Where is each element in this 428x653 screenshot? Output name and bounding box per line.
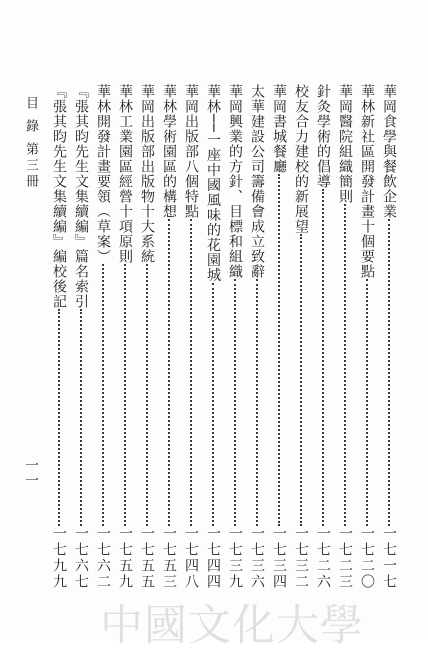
dot-leader [146,264,148,526]
entry-page: 一七三四 [271,526,287,590]
toc-entry [316,84,330,590]
entry-title: 華岡醫院組織簡則 [337,84,353,204]
entry-title: 華岡興業的方針、目標和組織 [227,84,243,279]
page-number: 一一 [23,458,39,488]
toc-entry [228,84,242,590]
toc-entry [272,84,286,590]
dot-leader [190,219,192,526]
toc-entry [74,84,88,590]
dot-leader [102,264,104,526]
dot-leader [344,204,346,526]
entry-page: 一七三九 [227,526,243,590]
toc-entry [140,84,154,590]
dot-leader [256,279,258,526]
entry-page: 一七五九 [117,526,133,590]
toc-entry [162,84,176,590]
entry-title: 華林──一座中國風味的花園城 [205,84,221,283]
toc-entry [52,84,66,590]
entry-page: 一七三六 [249,526,265,590]
dot-leader [80,309,82,526]
toc-entry [250,84,264,590]
entry-title: 華岡食學與餐飲企業 [381,84,397,219]
entry-title: 華林工業園區經營十項原則 [117,84,133,264]
entry-page: 一七一七 [381,526,397,590]
entry-page: 一七二三 [337,526,353,590]
toc-entry [382,84,396,590]
entry-title: 『張其昀先生文集續編』編校後記 [51,84,67,309]
entry-page: 一七六二 [95,526,111,590]
entry-page: 一七九九 [51,526,67,590]
entry-page: 一七二六 [315,526,331,590]
entry-title: 華林新社區開發計畫十個要點 [359,84,375,279]
dot-leader [300,234,302,526]
dot-leader [168,219,170,526]
dot-leader [388,219,390,526]
entry-title: 校友合力建校的新展望 [293,84,309,234]
entry-page: 一七三二 [293,526,309,590]
university-watermark: 中國文化大學 [100,601,364,651]
entry-title: 華岡出版部出版物十大系統 [139,84,155,264]
dot-leader [124,264,126,526]
toc-entry [206,84,220,590]
dot-leader [212,283,214,526]
toc-entry [360,84,374,590]
entry-page: 一七五三 [161,526,177,590]
entry-page: 一七四八 [183,526,199,590]
dot-leader [58,309,60,526]
dot-leader [366,279,368,526]
toc-entry [338,84,352,590]
entry-page: 一七六七 [73,526,89,590]
entry-page: 一七二〇 [359,526,375,590]
entry-title: 華岡出版部八個特點 [183,84,199,219]
entry-page: 一七五五 [139,526,155,590]
toc-entry [118,84,132,590]
entry-title: 華林開發計畫要領（草案） [95,84,111,264]
toc-entry [96,84,110,590]
dot-leader [278,174,280,526]
entry-title: 華林學術園區的構想 [161,84,177,219]
toc-entry [294,84,308,590]
dot-leader [322,189,324,526]
toc-entry [184,84,198,590]
entry-title: 『張其昀先生文集續編』篇名索引 [73,84,89,309]
dot-leader [234,279,236,526]
running-head: 目 錄 第三冊 [23,96,38,191]
entry-title: 針灸學術的倡導 [315,84,331,189]
entry-page: 一七四四 [205,526,221,590]
entry-title: 太華建設公司籌備會成立致辭 [249,84,265,279]
entry-title: 華岡書城餐廳 [271,84,287,174]
